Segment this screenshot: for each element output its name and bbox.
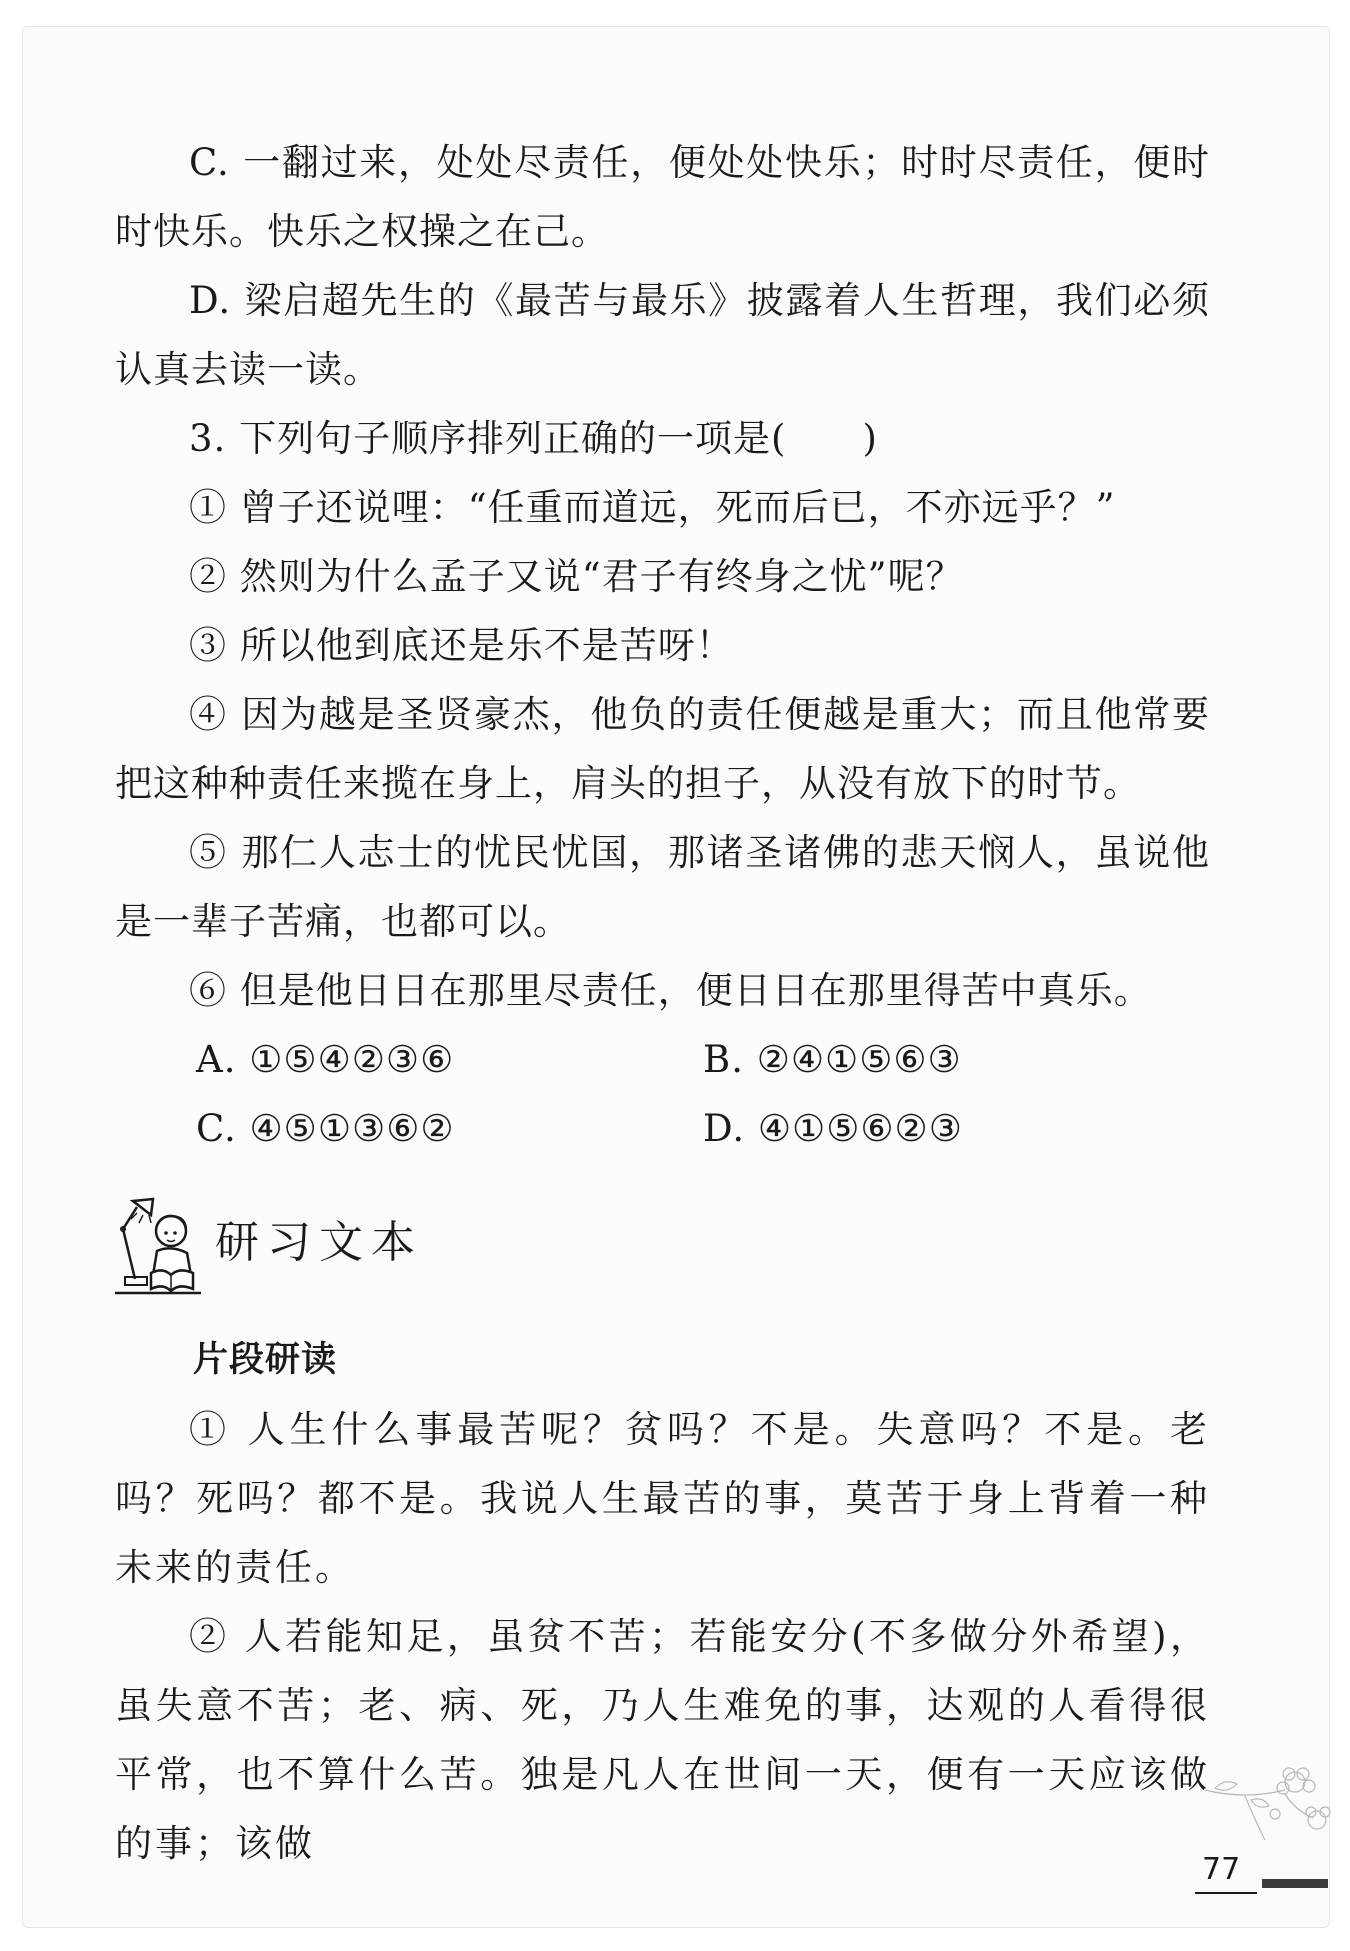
question-3-sentence-3: ③ 所以他到底还是乐不是苦呀！ bbox=[189, 624, 734, 667]
question-3-sentence-2: ② 然则为什么孟子又说“君子有终身之忧”呢？ bbox=[189, 555, 964, 598]
question-3-option-b: B. ②④①⑤⑥③ bbox=[703, 1038, 962, 1081]
section-title: 研习文本 bbox=[215, 1217, 423, 1268]
page-number-rule bbox=[1195, 1892, 1257, 1894]
passage-paragraph-1: ① 人生什么事最苦呢？贫吗？不是。失意吗？不是。老吗？死吗？都不是。我说人生最苦的事，莫苦于身上背着一种未来的责任。 bbox=[115, 1408, 1210, 1589]
question-3-sentence-1: ① 曾子还说哩：“任重而道远，死而后已，不亦远乎？” bbox=[189, 486, 1116, 529]
option-d-previous-question: D. 梁启超先生的《最苦与最乐》披露着人生哲理，我们必须认真去读一读。 bbox=[115, 279, 1210, 391]
page-number: 77 bbox=[1202, 1852, 1241, 1887]
question-3-sentence-6: ⑥ 但是他日日在那里尽责任，便日日在那里得苦中真乐。 bbox=[189, 969, 1152, 1012]
question-3-options-row-1 bbox=[115, 1025, 1210, 1094]
section-header bbox=[115, 1185, 1210, 1325]
passage-paragraph-2: ② 人若能知足，虽贫不苦；若能安分(不多做分外希望)，虽失意不苦；老、病、死，乃人生难免的事，达观的人看得很平常，也不算什么苦。独是凡人在世间一天，便有一天应该做的事；该做 bbox=[115, 1615, 1210, 1865]
student-reading-lamp-icon bbox=[105, 1189, 205, 1299]
question-3-option-a: A. ①⑤④②③⑥ bbox=[196, 1038, 455, 1081]
question-3-sentence-4: ④ 因为越是圣贤豪杰，他负的责任便越是重大；而且他常要把这种种责任来揽在身上，肩头的担子，从没有放下的时节。 bbox=[115, 693, 1210, 805]
option-c-previous-question: C. 一翻过来，处处尽责任，便处处快乐；时时尽责任，便时时快乐。快乐之权操之在己。 bbox=[115, 141, 1210, 253]
question-3-stem: 3. 下列句子顺序排列正确的一项是( ) bbox=[189, 417, 878, 460]
flower-decoration-icon bbox=[1185, 1760, 1335, 1860]
section-subheading: 片段研读 bbox=[193, 1340, 338, 1380]
question-3-sentence-5: ⑤ 那仁人志士的忧民忧国，那诸圣诸佛的悲天悯人，虽说他是一辈子苦痛，也都可以。 bbox=[115, 831, 1210, 943]
page-content bbox=[115, 128, 1210, 1878]
question-3-option-d: D. ④①⑤⑥②③ bbox=[703, 1107, 963, 1150]
question-3-options-row-2 bbox=[115, 1094, 1210, 1163]
page-corner-bar bbox=[1262, 1879, 1328, 1888]
question-3-option-c: C. ④⑤①③⑥② bbox=[196, 1107, 455, 1150]
